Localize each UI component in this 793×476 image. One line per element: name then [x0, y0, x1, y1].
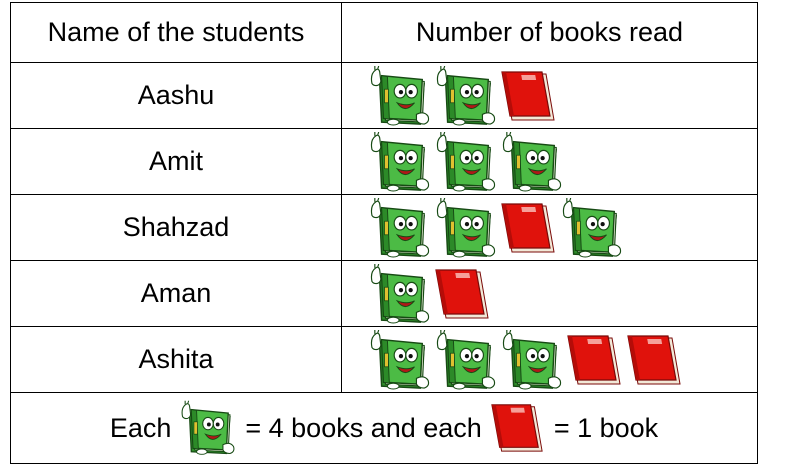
books-cell — [342, 195, 758, 261]
key-each-label: Each — [109, 412, 172, 443]
red-book-icon — [500, 68, 558, 124]
table-row — [11, 63, 758, 129]
pictograph-table — [10, 2, 758, 464]
student-name: Shahzad — [11, 195, 342, 261]
book-icons — [368, 132, 757, 192]
student-name: Amit — [11, 129, 342, 195]
student-name: Aashu — [11, 63, 342, 129]
green-book-icon — [368, 264, 432, 324]
table-row — [11, 261, 758, 327]
book-icons — [368, 198, 757, 258]
book-icons — [368, 264, 757, 324]
green-book-icon — [500, 330, 564, 390]
table-row — [11, 129, 758, 195]
red-book-icon — [490, 401, 546, 455]
books-cell — [342, 63, 758, 129]
key-red-text: = 1 book — [553, 412, 659, 443]
red-book-icon — [566, 332, 624, 388]
green-book-icon — [368, 198, 432, 258]
header-books: Number of books read — [342, 3, 758, 63]
key-row — [11, 393, 758, 464]
green-book-icon — [179, 400, 237, 456]
green-book-icon — [560, 198, 624, 258]
green-book-icon — [368, 66, 432, 126]
green-book-icon — [368, 330, 432, 390]
books-cell — [342, 261, 758, 327]
key-cell — [11, 393, 758, 464]
student-name: Aman — [11, 261, 342, 327]
header-row — [11, 3, 758, 63]
red-book-icon — [434, 266, 492, 322]
red-book-icon — [500, 200, 558, 256]
books-cell — [342, 129, 758, 195]
header-name: Name of the students — [11, 3, 342, 63]
green-book-icon — [500, 132, 564, 192]
green-book-icon — [434, 330, 498, 390]
key-green-text: = 4 books and each — [245, 412, 482, 443]
key-line — [110, 400, 658, 456]
green-book-icon — [434, 66, 498, 126]
book-icons — [368, 330, 757, 390]
books-cell — [342, 327, 758, 393]
green-book-icon — [368, 132, 432, 192]
table-row — [11, 327, 758, 393]
green-book-icon — [434, 198, 498, 258]
red-book-icon — [626, 332, 684, 388]
student-name: Ashita — [11, 327, 342, 393]
green-book-icon — [434, 132, 498, 192]
table-row — [11, 195, 758, 261]
book-icons — [368, 66, 757, 126]
